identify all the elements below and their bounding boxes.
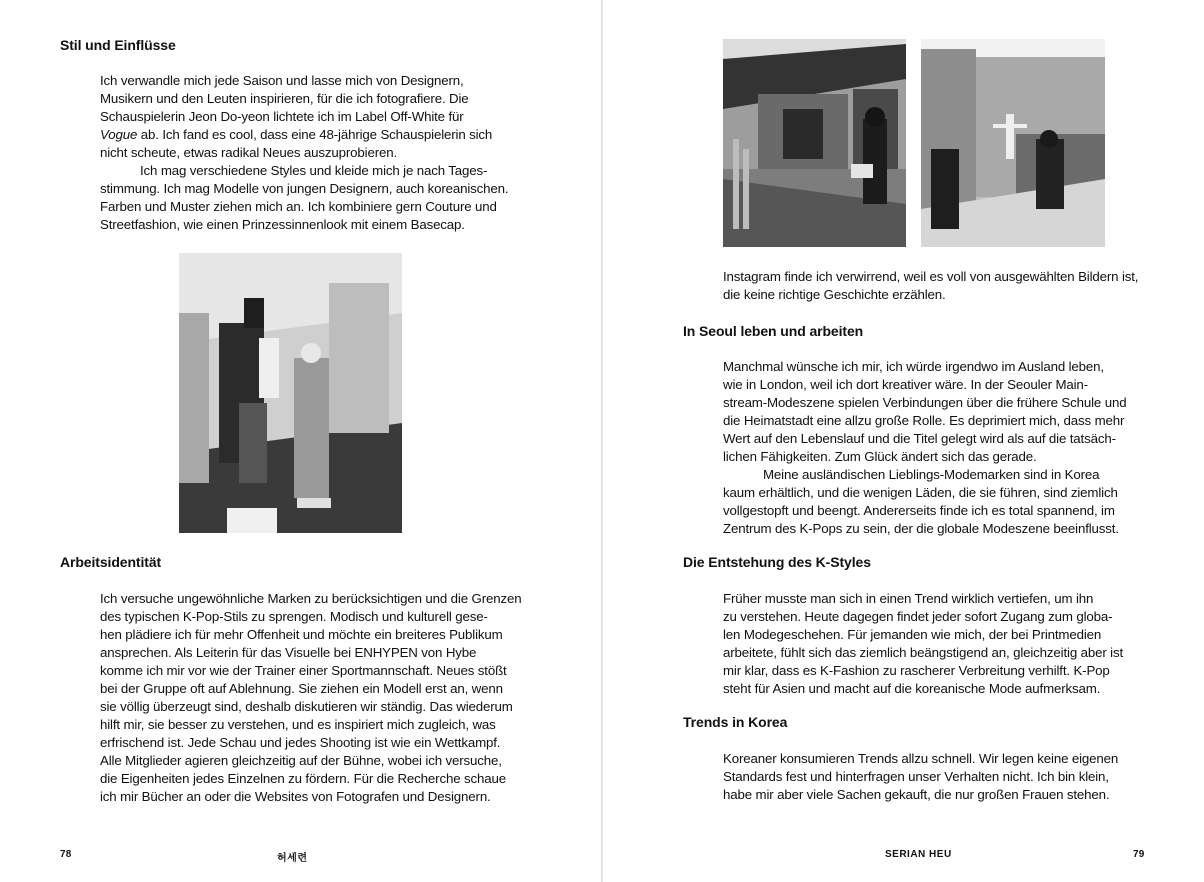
text-line: Schauspielerin Jeon Do-yeon lichtete ich im Label Off-White für [100, 109, 464, 124]
text-line: hilft mir, sie besser zu verstehen, und es inspiriert mich zugleich, was [100, 717, 496, 732]
paragraph-k-style [723, 590, 1163, 698]
hanok-photo [723, 39, 906, 247]
text-line: nicht scheute, etwas radikal Neues auszuprobieren. [100, 145, 398, 160]
text-line: Streetfashion, wie einen Prinzessinnenlook mit einem Basecap. [100, 217, 465, 232]
text-line: stream-Modeszene spielen Verbindungen über die frühere Schule und [723, 395, 1127, 410]
text-line: Ich verwandle mich jede Saison und lasse mich von Designern, [100, 73, 464, 88]
text-line: die Heimatstadt eine allzu große Rolle. Es deprimiert mich, dass mehr [723, 413, 1125, 428]
text-line: zu verstehen. Heute dagegen findet jeder sofort Zugang zum globa- [723, 609, 1113, 624]
gallery-photo [179, 253, 402, 533]
paragraph-trends [723, 750, 1163, 804]
heading-trends-in-korea: Trends in Korea [683, 714, 788, 730]
text-line: Koreaner konsumieren Trends allzu schnell. Wir legen keine eigenen [723, 751, 1119, 766]
paragraph-seoul [723, 358, 1163, 538]
text-line: die keine richtige Geschichte erzählen. [723, 287, 946, 302]
text-line: bei der Gruppe oft auf Ablehnung. Sie ziehen ein Modell erst an, wenn [100, 681, 503, 696]
running-head-right: SERIAN HEU [885, 849, 952, 860]
text-line: vollgestopft und beengt. Andererseits finde ich es total spannend, im [723, 503, 1115, 518]
text-line: len Modegeschehen. Für jemanden wie mich, der bei Printmedien [723, 627, 1102, 642]
text-line: kaum erhältlich, und die wenigen Läden, die sie führen, sind ziemlich [723, 485, 1118, 500]
heading-stil-und-einfluesse: Stil und Einflüsse [60, 37, 176, 53]
text-line: die Eigenheiten jedes Einzelnen zu fördern. Für die Recherche schaue [100, 771, 506, 786]
text-line: arbeitete, fühlt sich das ziemlich beängstigend an, gleichzeitig aber ist [723, 645, 1124, 660]
magazine-title: Vogue [100, 127, 138, 142]
text-line: sie völlig überzeugt sind, deshalb diskutieren wir ständig. Das wiederum [100, 699, 513, 714]
heading-k-style: Die Entstehung des K-Styles [683, 554, 871, 570]
text-line: Früher musste man sich in einen Trend wirklich vertiefen, um ihn [723, 591, 1094, 606]
text-line: hen plädiere ich für mehr Offenheit und möchte ein breiteres Publikum [100, 627, 503, 642]
text-line: ich mir Bücher an oder die Websites von Fotografen und Designern. [100, 789, 491, 804]
text-line: Meine ausländischen Lieblings-Modemarken sind in Korea [763, 467, 1100, 482]
text-line: wie in London, weil ich dort kreativer wäre. In der Seouler Main- [723, 377, 1088, 392]
text-line: Alle Mitglieder agieren gleichzeitig auf der Bühne, wobei ich versuche, [100, 753, 502, 768]
text-line: des typischen K-Pop-Stils zu sprengen. Modisch und kulturell gese- [100, 609, 488, 624]
text-line: steht für Asien und macht auf die koreanische Mode aufmerksam. [723, 681, 1101, 696]
text-line: Zentrum des K-Pops zu sein, der die globale Modeszene beeinflusst. [723, 521, 1119, 536]
gallery-photo-illustration [179, 253, 402, 533]
text-line: Musikern und den Leuten inspirieren, für die ich fotografiere. Die [100, 91, 469, 106]
text-line: erfrischend ist. Jede Schau und jedes Shooting ist wie ein Wettkampf. [100, 735, 501, 750]
text-line: Manchmal wünsche ich mir, ich würde irgendwo im Ausland leben, [723, 359, 1104, 374]
text-line: Ich versuche ungewöhnliche Marken zu berücksichtigen und die Grenzen [100, 591, 522, 606]
courtyard-photo [921, 39, 1105, 247]
text-line: Instagram finde ich verwirrend, weil es voll von ausgewählten Bildern ist, [723, 269, 1139, 284]
text-line: ab. Ich fand es cool, dass eine 48-jährige Schauspielerin sich [140, 127, 493, 142]
running-head-left: 허세련 [277, 853, 308, 864]
hanok-photo-illustration [723, 39, 906, 247]
text-line: stimmung. Ich mag Modelle von jungen Designern, auch koreanischen. [100, 181, 509, 196]
heading-in-seoul: In Seoul leben und arbeiten [683, 323, 864, 339]
page-number-left: 78 [60, 849, 72, 860]
paragraph-arbeitsidentitaet [100, 590, 540, 806]
text-line: habe mir aber viele Sachen gekauft, die nur großen Frauen stehen. [723, 787, 1110, 802]
instagram-caption [723, 268, 1163, 304]
text-line: Farben und Muster ziehen mich an. Ich kombiniere gern Couture und [100, 199, 497, 214]
heading-arbeitsidentitaet: Arbeitsidentität [60, 554, 162, 570]
text-line: Wert auf den Lebenslauf und die Titel gelegt wird als auf die tatsäch- [723, 431, 1116, 446]
paragraph-stil [100, 72, 540, 234]
text-line: komme ich mir vor wie der Trainer einer Sportmannschaft. Neues stößt [100, 663, 507, 678]
text-line: ansprechen. Als Leiterin für das Visuelle bei ENHYPEN von Hybe [100, 645, 477, 660]
text-line: Ich mag verschiedene Styles und kleide mich je nach Tages- [140, 163, 488, 178]
courtyard-photo-illustration [921, 39, 1105, 247]
page-number-right: 79 [1133, 849, 1145, 860]
text-line: mir klar, dass es K-Fashion zu rascherer Verbreitung verhilft. K-Pop [723, 663, 1110, 678]
text-line: Standards fest und hinterfragen unser Verhalten nicht. Ich bin klein, [723, 769, 1109, 784]
text-line: lichen Fähigkeiten. Zum Glück ändert sich das gerade. [723, 449, 1037, 464]
page-gutter [601, 0, 603, 882]
